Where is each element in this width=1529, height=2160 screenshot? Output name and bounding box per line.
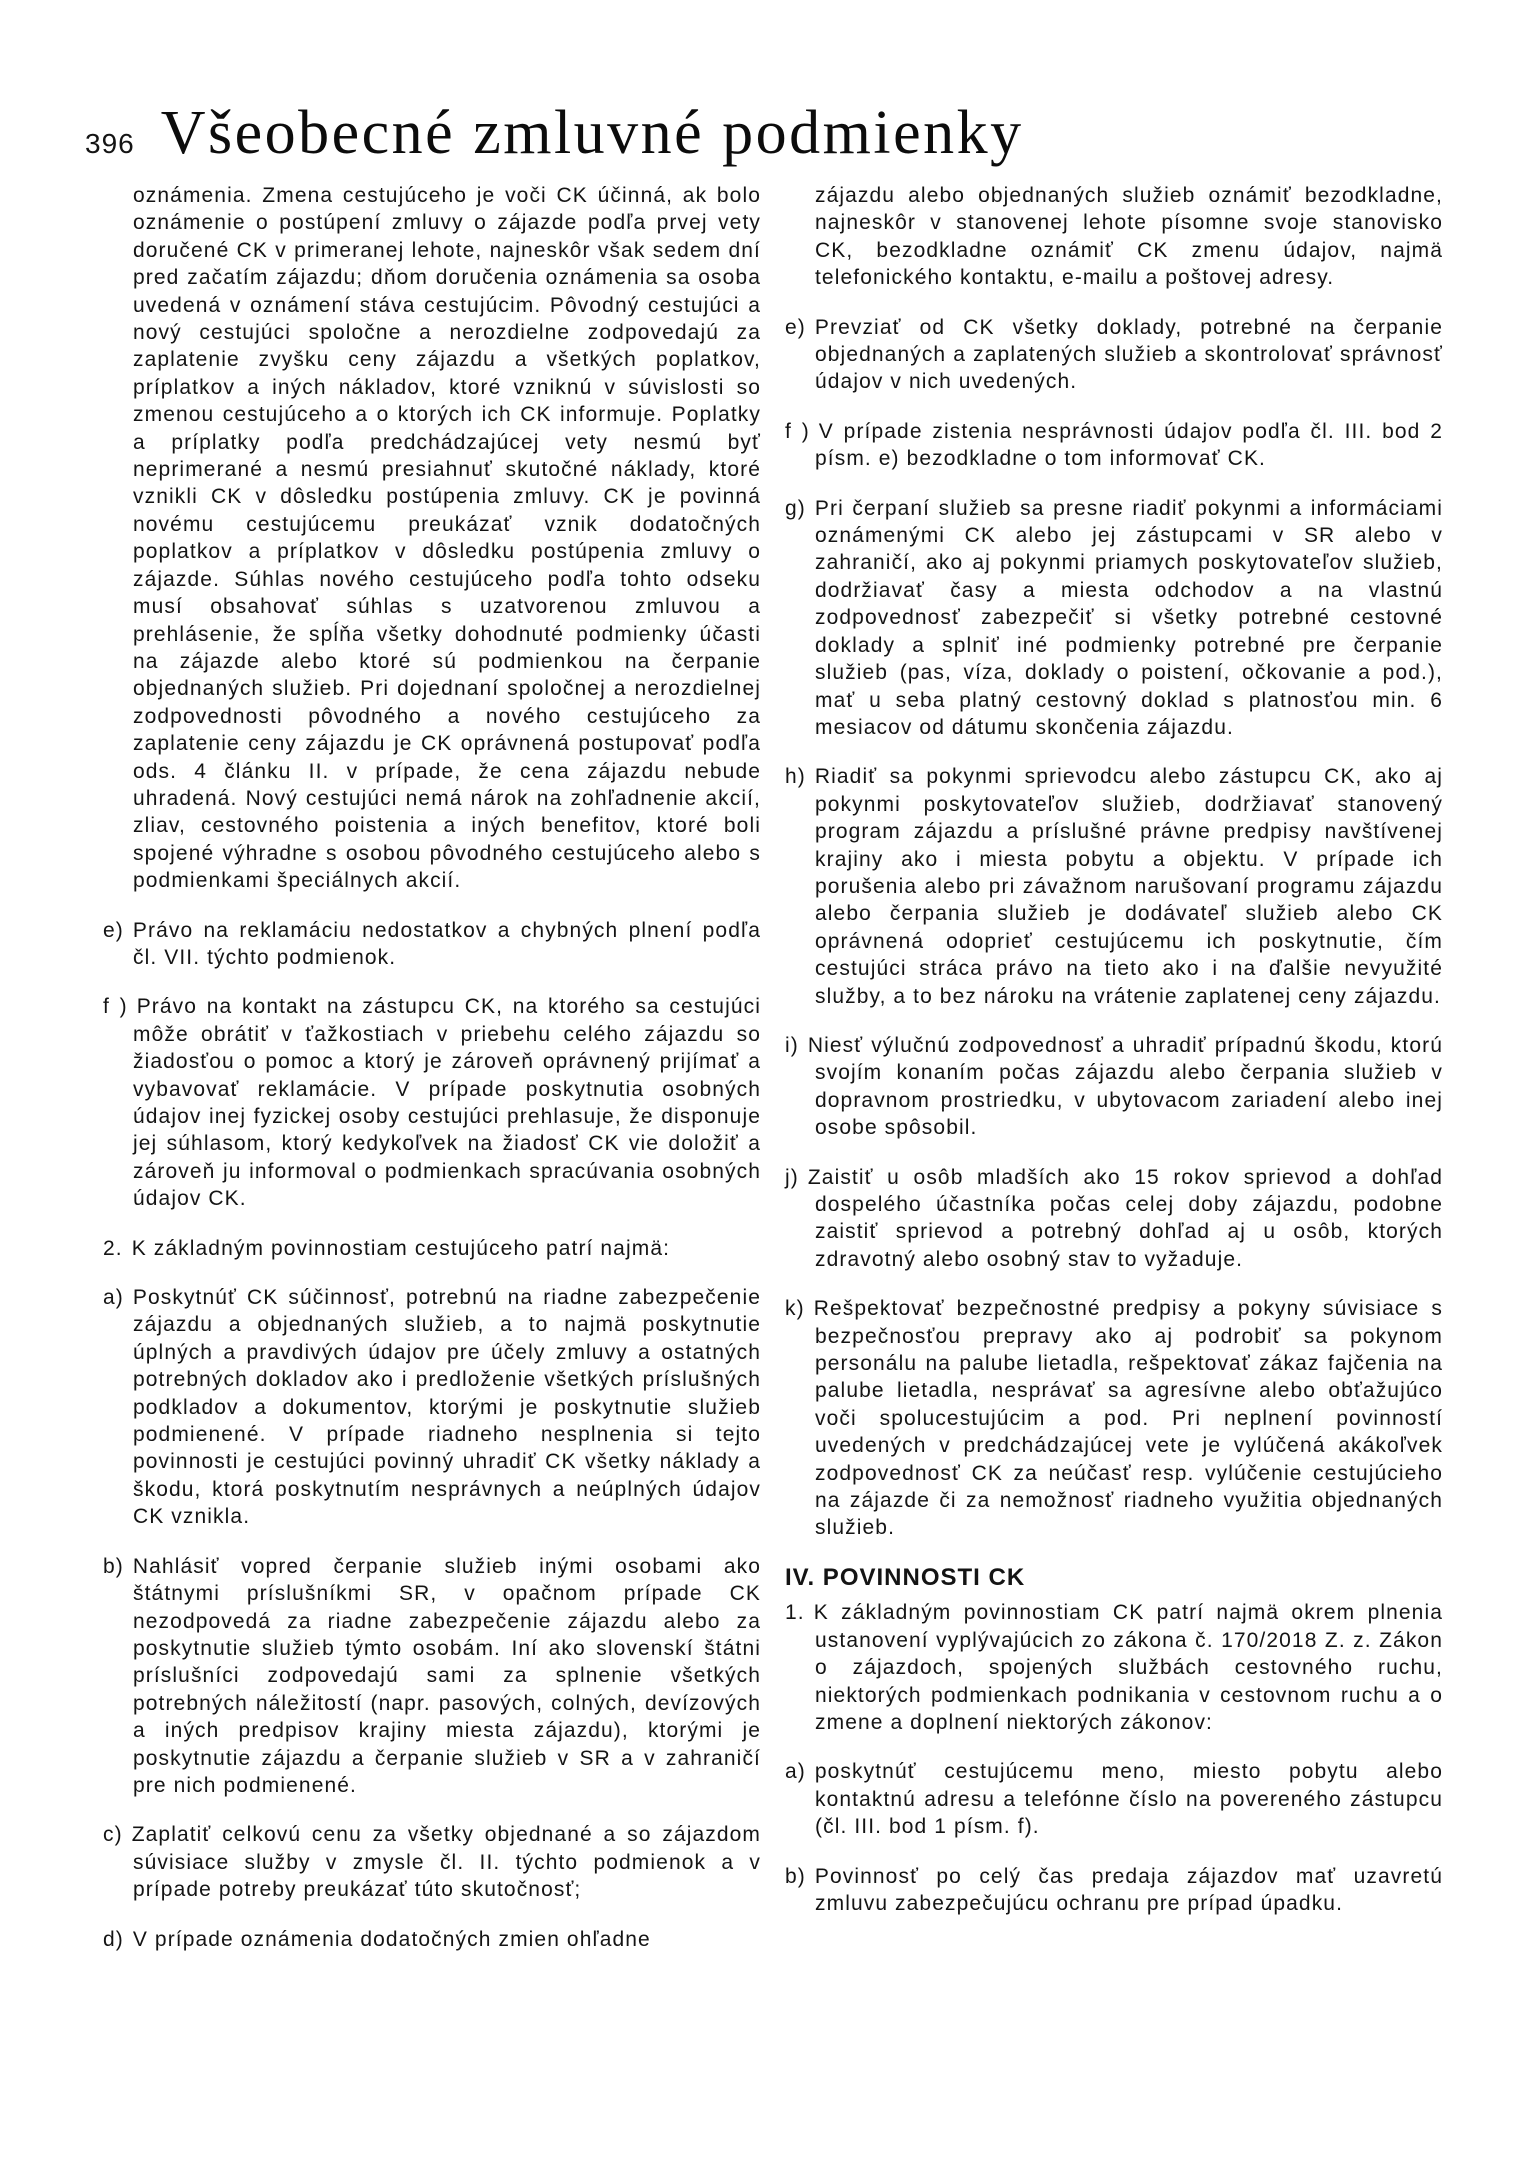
section-heading-povinnosti-ck: IV. POVINNOSTI CK <box>785 1563 1026 1591</box>
paragraph-text: Pri čerpaní služieb sa presne riadiť pokynmi a informáciami oznámenými CK alebo jej zástupcami v SR alebo v zahraničí, ako aj pokynmi priamych poskytovateľov služieb, dodržiavať časy a miesta odchodov a na vlastnú zodpovednosť zabezpečiť si všetky potrebné cestovné doklady a splniť iné podmienky potrebné pre čerpanie služieb (pas, víza, doklady o poistení, očkovanie a pod.), mať u seba platný cestovný doklad s platnosťou min. 6 mesiacov od dátumu skončenia zájazdu. <box>814 496 1443 739</box>
list-item-k <box>785 1295 1443 1542</box>
paragraph-text: Právo na reklamáciu nedostatkov a chybných plnení podľa čl. VII. týchto podmienok. <box>132 918 761 969</box>
paragraph-text: Prevziať od CK všetky doklady, potrebné na čerpanie objednaných a zaplatených služieb a skontrolovať správnosť údajov v nich uvedených. <box>814 315 1443 394</box>
list-item-d <box>103 1926 761 1953</box>
list-item-g <box>785 495 1443 742</box>
list-item-a <box>103 1284 761 1531</box>
list-item-i <box>785 1032 1443 1142</box>
list-marker: f ) <box>785 419 810 443</box>
paragraph-text: Niesť výlučnú zodpovednosť a uhradiť prípadnú škodu, ktorú svojím konaním počas zájazdu alebo čerpania služieb v dopravnom prostriedku, v ubytovacom zariadení alebo inej osobe spôsobil. <box>807 1033 1443 1140</box>
left-column <box>103 182 761 1975</box>
list-marker: a) <box>785 1760 806 1784</box>
list-item-h <box>785 763 1443 1010</box>
paragraph-text: oznámenia. Zmena cestujúceho je voči CK účinná, ak bolo oznámenie o postúpení zmluvy o zájazde podľa prvej vety doručené CK v primeranej lehote, najneskôr však sedem dní pred začatím zájazdu; dňom doručenia oznámenia sa osoba uvedená v oznámení stáva cestujúcim. Pôvodný cestujúci a nový cestujúci spoločne a nerozdielne zodpovedajú za zaplatenie zvyšku ceny zájazdu a všetkých poplatkov, príplatkov a iných nákladov, ktoré vzniknú v súvislosti so zmenou cestujúceho a o ktorých ich CK informuje. Poplatky a príplatky podľa predchádzajúcej vety nesmú byť neprimerané a nesmú presiahnuť skutočné náklady, ktoré vznikli CK v dôsledku postúpenia zmluvy. CK je povinná novému cestujúcemu preukázať vznik dodatočných poplatkov a príplatkov v dôsledku postúpenia zmluvy o zájazde. Súhlas nového cestujúceho podľa tohto odseku musí obsahovať súhlas s uzatvorenou zmluvou a prehlásenie, že spĺňa všetky dohodnuté podmienky účasti na zájazde alebo ktoré sú podmienkou na čerpanie objednaných služieb. Pri dojednaní spoločnej a nerozdielnej zodpovednosti pôvodného a nového cestujúceho za zaplatenie ceny zájazdu je CK oprávnená postupovať podľa ods. 4 článku II. v prípade, že cena zájazdu nebude uhradená. Nový cestujúci nemá nárok na zohľadnenie akcií, zliav, cestovného poistenia a iných benefitov, ktoré boli spojené výhradne s osobou pôvodného cestujúceho alebo s podmienkami špeciálnych akcií. <box>133 184 761 893</box>
numbered-item-2 <box>103 1235 761 1262</box>
paragraph-text: Rešpektovať bezpečnostné predpisy a pokyny súvisiace s bezpečnosťou prepravy ako aj podrobiť sa pokynom personálu na palube lietadla, rešpektovať zákaz fajčenia na palube lietadla, nesprávať sa agresívne alebo obťažujúco voči spolucestujúcim a pod. Pri neplnení povinností uvedených v predchádzajúcej vete je vylúčená akákoľvek zodpovednosť CK za neúčasť resp. vylúčenie cestujúcieho na zájazde či za nemožnosť riadneho využitia objednaných služieb. <box>813 1297 1443 1540</box>
list-item-e <box>785 314 1443 396</box>
list-item-b <box>785 1863 1443 1918</box>
page-number: 396 <box>85 128 135 159</box>
paragraph-text: Právo na kontakt na zástupcu CK, na ktorého sa cestujúci môže obrátiť v ťažkostiach v priebehu celého zájazdu so žiadosťou o pomoc a ktorý je zároveň oprávnený prijímať a vybavovať reklamácie. V prípade poskytnutia osobných údajov inej fyzickej osoby cestujúci prehlasuje, že disponuje jej súhlasom, ktorý kedykoľvek na žiadosť CK vie doložiť a zároveň ju informoval o podmienkach spracúvania osobných údajov CK. <box>133 995 761 1211</box>
list-marker: e) <box>785 315 806 339</box>
list-marker: f ) <box>103 995 128 1019</box>
list-marker: c) <box>103 1823 123 1847</box>
list-item-c <box>103 1821 761 1903</box>
paragraph-text: Povinnosť po celý čas predaja zájazdov mať uzavretú zmluvu zabezpečujúcu ochranu pre prípad úpadku. <box>814 1864 1443 1915</box>
paragraph-text: Zaplatiť celkovú cenu za všetky objednané a so zájazdom súvisiace služby v zmysle čl. II. týchto podmienok a v prípade potreby preukázať túto skutočnosť; <box>131 1823 761 1902</box>
paragraph-text: V prípade zistenia nesprávnosti údajov podľa čl. III. bod 2 písm. e) bezodkladne o tom informovať CK. <box>815 419 1443 471</box>
list-item-b <box>103 1553 761 1800</box>
page-title: Všeobecné zmluvné podmienky <box>160 99 1024 167</box>
list-marker: 1. <box>785 1601 805 1625</box>
list-marker: d) <box>103 1927 124 1951</box>
list-item-e <box>103 917 761 972</box>
list-marker: a) <box>103 1286 124 1310</box>
paragraph-text: Nahlásiť vopred čerpanie služieb inými osobami ako štátnymi príslušníkmi SR, v opačnom prípade CK nezodpovedá za riadne zabezpečenie zájazdu alebo za poskytnutie služieb týmto osobám. Iní ako slovenskí štátni príslušníci zodpovedajú sami za splnenie všetkých potrebných náležitostí (napr. pasových, colných, devízových a iných predpisov krajiny miesta zájazdu), ktorými je poskytnutie zájazdu a čerpanie služieb v SR a v zahraničí pre nich podmienené. <box>132 1554 761 1797</box>
list-marker: b) <box>785 1864 806 1888</box>
paragraph-text: Zaistiť u osôb mladších ako 15 rokov sprievod a dohľad dospelého účastníka počas celej doby zájazdu, podobne zaistiť sprievod a potrebný dohľad aj u osôb, ktorých zdravotný alebo osobný stav to vyžaduje. <box>807 1165 1443 1271</box>
list-marker: 2. <box>103 1236 123 1260</box>
list-item-f <box>103 993 761 1212</box>
numbered-item-1 <box>785 1599 1443 1736</box>
paragraph-text: Riadiť sa pokynmi sprievodcu alebo zástupcu CK, ako aj pokynmi poskytovateľov služieb, dodržiavať stanovený program zájazdu a príslušné právne predpisy navštívenej krajiny ako i miesta pobytu a objektu. V prípade ich porušenia alebo pri závažnom narušovaní programu zájazdu alebo čerpania služieb je dodávateľ služieb alebo CK oprávnená odoprieť cestujúcemu ich poskytnutie, čím cestujúci stráca právo na tieto ako i na ďalšie nevyužité služby, a to bez nároku na vrátenie zaplatenej ceny zájazdu. <box>814 765 1443 1008</box>
list-marker: b) <box>103 1554 124 1578</box>
paragraph-text: zájazdu alebo objednaných služieb oznámiť bezodkladne, najneskôr v stanovenej lehote písomne svoje stanovisko CK, bezodkladne oznámiť CK zmenu údajov, najmä telefonického kontaktu, e-mailu a poštovej adresy. <box>815 184 1443 290</box>
list-marker: g) <box>785 496 806 520</box>
list-marker: h) <box>785 765 806 789</box>
list-item-a <box>785 1758 1443 1840</box>
paragraph-text: V prípade oznámenia dodatočných zmien ohľadne <box>132 1927 651 1951</box>
list-marker: e) <box>103 918 124 942</box>
paragraph-text: poskytnúť cestujúcemu meno, miesto pobytu alebo kontaktnú adresu a telefónne číslo na povereného zástupcu (čl. III. bod 1 písm. f). <box>814 1760 1443 1839</box>
paragraph-text: Poskytnúť CK súčinnosť, potrebnú na riadne zabezpečenie zájazdu a objednaných služieb, a to najmä poskytnutie úplných a pravdivých údajov pre účely zmluvy a ostatných potrebných dokladov ako i predloženie všetkých príslušných podkladov a dokumentov, ktorými je poskytnutie služieb podmienené. V prípade riadneho nesplnenia si tejto povinnosti je cestujúci povinný uhradiť CK všetky náklady a škodu, ktorá poskytnutím nesprávnych a neúplných údajov CK vznikla. <box>132 1286 761 1529</box>
list-marker: k) <box>785 1297 805 1321</box>
page-header <box>85 98 1024 169</box>
paragraph-text: K základným povinnostiam CK patrí najmä okrem plnenia ustanovení vyplývajúcich zo zákona č. 170/2018 Z. z. Zákon o zájazdoch, spojených službách cestovného ruchu, niektorých podmienkach podnikania v cestovnom ruchu a o zmene a doplnení niektorých zákonov: <box>813 1601 1443 1734</box>
list-item-j <box>785 1164 1443 1274</box>
list-item-f <box>785 418 1443 473</box>
right-column <box>785 182 1443 1939</box>
list-marker: i) <box>785 1033 799 1057</box>
paragraph-text: K základným povinnostiam cestujúceho patrí najmä: <box>131 1236 671 1260</box>
list-marker: j) <box>785 1165 799 1189</box>
paragraph-continuation <box>785 182 1443 292</box>
paragraph-continuation <box>103 182 761 895</box>
